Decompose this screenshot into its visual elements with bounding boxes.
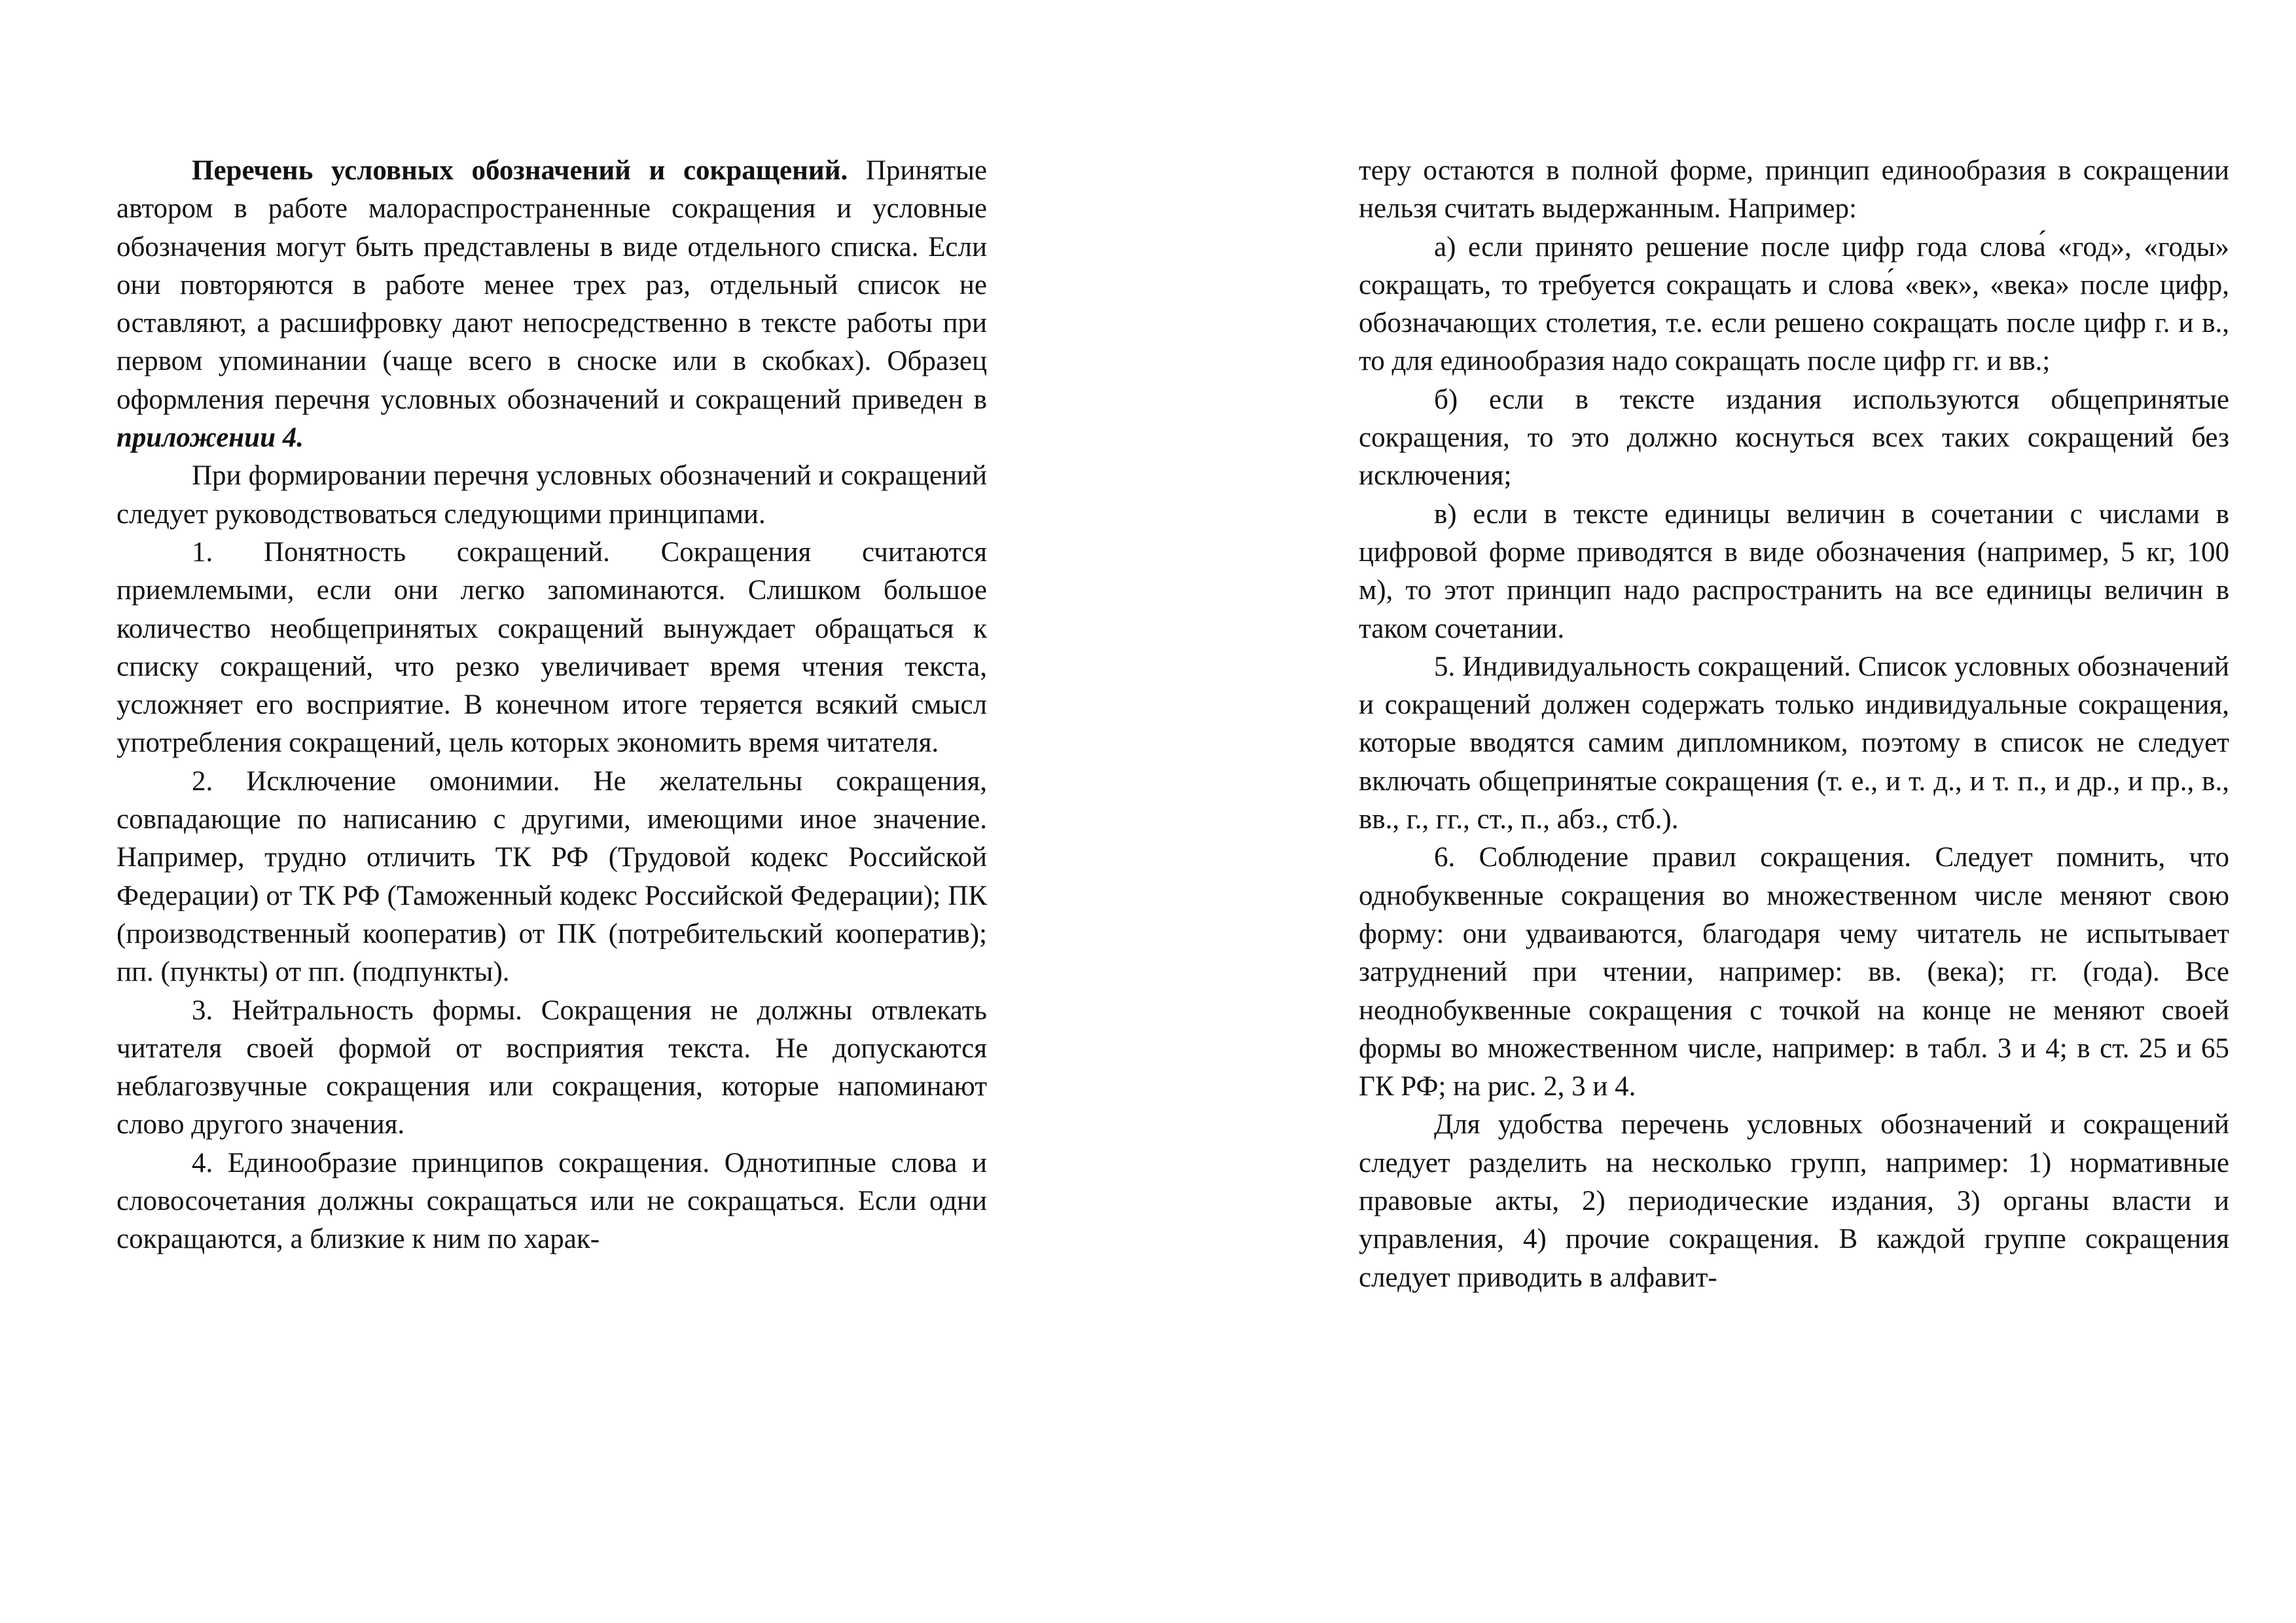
paragraph-item-b: б) если в тексте издания используются общепринятые сокращения, то это должно коснуться всех таких сокращений без исключения; [1359, 384, 2229, 492]
appendix-reference: приложении 4. [117, 422, 304, 454]
left-page-column [117, 152, 987, 1259]
paragraph-principle-3: 3. Нейтральность формы. Сокращения не должны отвлекать читателя своей формой от восприятия текста. Не допускаются неблагозвучные сокращения или сокращения, которые напоминают слово другого значения. [117, 994, 987, 1140]
paragraph-principles-intro: При формировании перечня условных обозначений и сокращений следует руководствоваться следующими принципами. [117, 460, 987, 530]
paragraph-principle-4: 4. Единообразие принципов сокращения. Однотипные слова и словосочетания должны сокращаться или не сокращаться. Если одни сокращаются, а близкие к ним по харак- [117, 1147, 987, 1255]
intro-text: Принятые автором в работе малораспространенные сокращения и условные обозначения могут быть представлены в виде отдельного списка. Если они повторяются в работе менее трех раз, отдельный список не оставляют, а расшифровку дают непосредственно в тексте работы при первом упоминании (чаще всего в сноске или в скобках). Образец оформления перечня условных обозначений и сокращений приведен в [117, 155, 987, 415]
paragraph-item-a: а) если принято решение после цифр года слова́ «год», «годы» сокращать, то требуется сокращать и слова́ «век», «века» после цифр, обозначающих столетия, т.е. если решено сокращать после цифр г. и в., то для единообразия надо сокращать после цифр гг. и вв.; [1359, 231, 2229, 377]
section-heading: Перечень условных обозначений и сокращений. [192, 155, 848, 186]
paragraph-principle-6: 6. Соблюдение правил сокращения. Следует помнить, что однобуквенные сокращения во множественном числе меняют свою форму: они удваиваются, благодаря чему читатель не испытывает затруднений при чтении, например: вв. (века); гг. (года). Все неоднобуквенные сокращения с точкой на конце не меняют своей формы во множественном числе, например: в табл. 3 и 4; в ст. 25 и 65 ГК РФ; на рис. 2, 3 и 4. [1359, 842, 2229, 1103]
paragraph-grouping: Для удобства перечень условных обозначений и сокращений следует разделить на несколько групп, например: 1) нормативные правовые акты, 2) периодические издания, 3) органы власти и управления, 4) прочие сокращения. В каждой группе сокращения следует приводить в алфавит- [1359, 1109, 2229, 1293]
paragraph-principle-4-continued: теру остаются в полной форме, принцип единообразия в сокращении нельзя считать выдержанным. Например: [1359, 155, 2229, 225]
paragraph-intro [117, 152, 987, 457]
paragraph-principle-5: 5. Индивидуальность сокращений. Список условных обозначений и сокращений должен содержать только индивидуальные сокращения, которые вводятся самим дипломником, поэтому в список не следует включать общепринятые сокращения (т. е., и т. д., и т. п., и др., и пр., в., вв., г., гг., ст., п., абз., стб.). [1359, 651, 2229, 835]
paragraph-principle-2: 2. Исключение омонимии. Не желательны сокращения, совпадающие по написанию с другими, имеющими иное значение. Например, трудно отличить ТК РФ (Трудовой кодекс Российской Федерации) от ТК РФ (Таможенный кодекс Российской Федерации); ПК (производственный кооператив) от ПК (потребительский кооператив); пп. (пункты) от пп. (подпункты). [117, 765, 987, 988]
paragraph-item-c: в) если в тексте единицы величин в сочетании с числами в цифровой форме приводятся в виде обозначения (например, 5 кг, 100 м), то этот принцип надо распространить на все единицы величин в таком сочетании. [1359, 498, 2229, 644]
right-page-column [1359, 152, 2229, 1297]
paragraph-principle-1: 1. Понятность сокращений. Сокращения считаются приемлемыми, если они легко запоминаются. Слишком большое количество необщепринятых сокращений вынуждает обращаться к списку сокращений, что резко увеличивает время чтения текста, усложняет его восприятие. В конечном итоге теряется всякий смысл употребления сокращений, цель которых экономить время читателя. [117, 536, 987, 759]
